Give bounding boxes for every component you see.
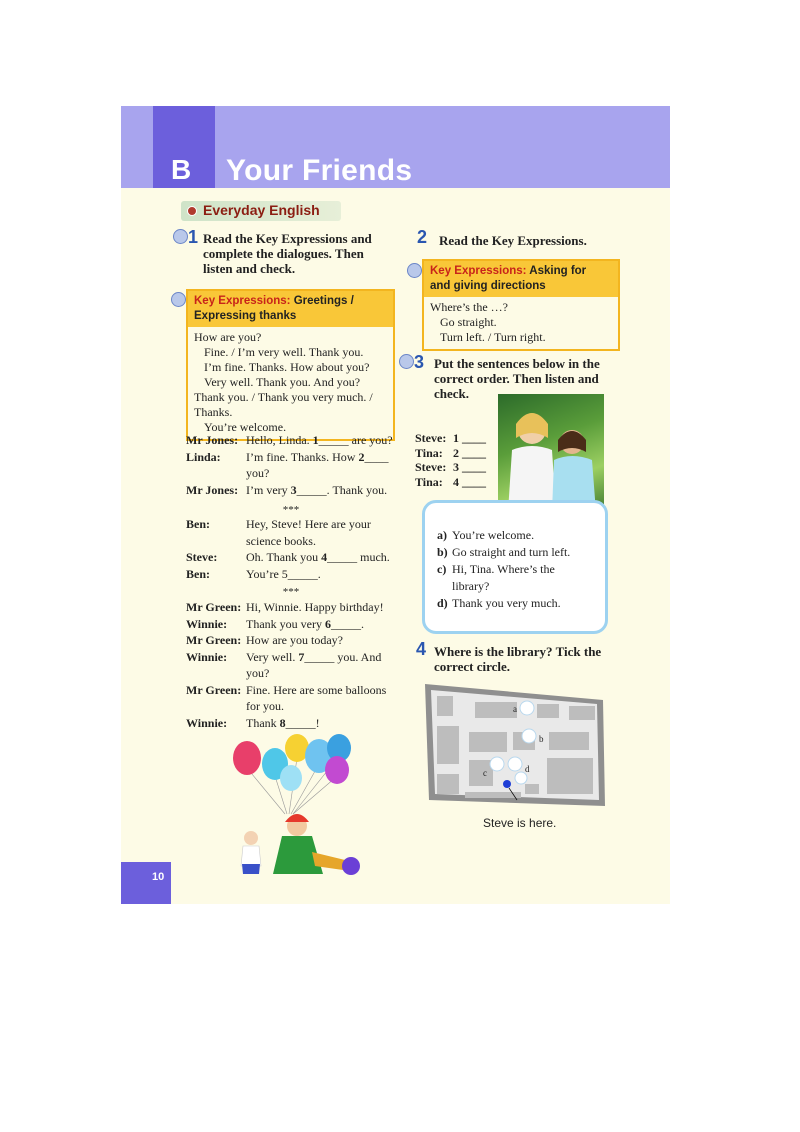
ex4-number: 4	[416, 639, 427, 659]
order-speaker: Tina:	[415, 445, 443, 460]
key-expression-line: Thank you. / Thank you very much. /	[194, 390, 373, 404]
key-box-heading	[424, 261, 618, 297]
dialogue-row	[186, 449, 396, 466]
blank-number: 2	[358, 449, 365, 464]
key-expression-line: I’m fine. Thanks. How about you?	[204, 360, 370, 374]
dialogue-line	[246, 449, 396, 466]
dialogue-text: How are you today?	[246, 633, 343, 647]
option-letter: b)	[437, 545, 448, 559]
bullet-icon	[187, 206, 197, 216]
steve-position-marker	[503, 780, 511, 788]
key-expression-line: Fine. / I’m very well. Thank you.	[204, 345, 364, 359]
key-expression-line: Very well. Thank you. And you?	[204, 375, 361, 389]
speaker-name: Mr Green:	[186, 600, 242, 614]
speaker-name: Linda:	[186, 449, 221, 464]
sentence-options-box	[422, 500, 608, 634]
key-box-heading-rest: Greetings /	[290, 295, 354, 307]
order-row	[415, 475, 486, 490]
ex1-instruction-line: complete the dialogues. Then	[203, 246, 364, 261]
option-item	[437, 527, 570, 544]
unit-letter: B	[171, 154, 192, 185]
order-speaker: Steve:	[415, 460, 447, 474]
speaker-name: Winnie:	[186, 715, 228, 730]
ex2-number: 2	[417, 227, 428, 247]
dialogue-text: _____. Thank you.	[296, 482, 388, 497]
audio-cd-icon	[407, 263, 422, 278]
speaker-name	[186, 465, 246, 482]
dialogue-row	[186, 715, 396, 732]
key-box-body	[424, 297, 618, 349]
speaker-name	[186, 665, 246, 682]
ex1-instruction	[203, 231, 372, 276]
dialogue-line	[246, 649, 396, 666]
ex4-instruction-line: Where is the library? Tick the	[434, 644, 602, 659]
dialogue-text: I’m very	[246, 482, 291, 497]
ex3-instruction-line: Put the sentences below in the	[434, 356, 600, 371]
dialogue-text: Very well.	[246, 649, 299, 664]
textbook-page	[121, 106, 670, 904]
option-item	[437, 561, 570, 595]
dialogue-1	[186, 432, 396, 498]
dialogue-text: you?	[246, 466, 270, 480]
dialogue-text: science books.	[246, 533, 316, 548]
key-box-heading	[188, 291, 393, 327]
blank-number: 7	[298, 649, 305, 664]
ex4-instruction-line: correct circle.	[434, 659, 511, 674]
dialogue-row	[186, 682, 396, 699]
sentence-options	[437, 527, 570, 612]
dialogue-row	[186, 533, 396, 550]
dialogue-text: _____.	[330, 616, 364, 631]
speaker-name: Mr Jones:	[186, 433, 239, 447]
ex2-instruction: Read the Key Expressions.	[439, 233, 587, 248]
dialogue-text: Hi, Winnie. Happy birthday!	[246, 600, 384, 614]
dialogue-text: Oh. Thank you	[246, 550, 322, 564]
option-letter: c)	[437, 562, 447, 576]
dialogue-text: Thank	[246, 715, 280, 730]
ex1-number: 1	[188, 227, 199, 247]
ex3-instruction-line: correct order. Then listen and	[434, 371, 599, 386]
dialogue-line	[246, 533, 396, 550]
dialogue-text: _____ you. And	[304, 649, 382, 664]
dialogue-row	[186, 516, 396, 533]
key-expression-line: You’re welcome.	[204, 420, 287, 434]
dialogue-text: for you.	[246, 699, 284, 713]
ex1-instruction-line: listen and check.	[203, 261, 296, 276]
dialogue-row	[186, 649, 396, 666]
option-letter: a)	[437, 528, 447, 542]
dialogue-text: ____	[364, 449, 389, 464]
dialogue-line	[246, 682, 396, 699]
dialogue-text: you?	[246, 666, 270, 680]
blank-number: 6	[324, 616, 331, 631]
order-speaker: Steve:	[415, 431, 447, 445]
ex2-header	[417, 227, 428, 247]
ex4-header	[416, 639, 427, 659]
map-caption: Steve is here.	[483, 816, 557, 830]
order-number: 2 ____	[453, 445, 486, 460]
ex3-number: 3	[414, 352, 425, 372]
option-item	[437, 544, 570, 561]
order-row	[415, 460, 486, 475]
speaker-name: Ben:	[186, 566, 210, 581]
option-line: library?	[452, 579, 490, 593]
dialogue-text: _____ much.	[327, 550, 390, 564]
ex3-header	[399, 354, 424, 371]
ex3-instruction-line: check.	[434, 386, 470, 401]
blank-number: 8	[279, 715, 286, 730]
unit-title: Your Friends	[226, 154, 413, 187]
dialogue-line	[246, 516, 396, 533]
dialogue-separator: ***	[282, 586, 300, 598]
map-label-c: c	[483, 768, 487, 778]
order-row	[415, 431, 486, 446]
map-label-d: d	[525, 764, 530, 774]
section-label	[181, 201, 341, 221]
key-expressions-greetings	[186, 289, 395, 441]
option-item	[437, 595, 570, 612]
key-box-heading-red: Key Expressions:	[194, 295, 291, 307]
blank-number: 3	[290, 482, 297, 497]
dialogue-row	[186, 698, 396, 715]
speaker-name: Mr Green:	[186, 682, 242, 697]
map-label-b: b	[539, 734, 544, 744]
audio-cd-icon	[171, 292, 186, 307]
key-box-heading-line2: and giving directions	[430, 280, 546, 292]
dialogue-line	[246, 482, 396, 499]
speaker-name: Ben:	[186, 517, 210, 531]
clown-balloons-illustration	[227, 734, 367, 882]
dialogue-row	[186, 616, 396, 633]
ex1-instruction-line: Read the Key Expressions and	[203, 231, 372, 246]
option-text	[452, 595, 561, 612]
audio-cd-icon	[399, 354, 414, 369]
dialogue-text: Thank you very	[246, 616, 325, 631]
dialogue-line	[246, 665, 396, 682]
page-number-tab	[121, 862, 171, 904]
order-number: 4 ____	[453, 474, 486, 489]
dialogue-row	[186, 665, 396, 682]
dialogue-line	[246, 566, 396, 583]
speaker-name: Mr Green:	[186, 633, 242, 647]
section-label-text: Everyday English	[203, 202, 320, 218]
dialogue-row	[186, 432, 396, 449]
dialogue-line	[246, 549, 396, 566]
dialogue-text: _____ are you?	[318, 433, 393, 447]
audio-cd-icon	[173, 229, 188, 244]
dialogue-line	[246, 599, 396, 616]
key-box-heading-red: Key Expressions:	[430, 265, 527, 277]
order-number: 1 ____	[453, 431, 486, 445]
map-label-a: a	[513, 704, 517, 714]
dialogue-text: Hello, Linda.	[246, 433, 313, 447]
blank-number: 1	[312, 433, 319, 447]
order-speaker: Tina:	[415, 474, 443, 489]
key-expression-line: Where’s the …?	[430, 300, 508, 314]
dialogue-text: You’re 5_____.	[246, 566, 321, 581]
option-line: You’re welcome.	[452, 528, 535, 542]
order-answer-list	[415, 431, 486, 489]
order-row	[415, 446, 486, 461]
option-text	[452, 561, 555, 595]
speaker-name	[186, 698, 246, 715]
dialogue-text: _____!	[285, 715, 320, 730]
speaker-name: Mr Jones:	[186, 482, 239, 497]
dialogue-3	[186, 599, 396, 731]
dialogue-row	[186, 566, 396, 583]
dialogue-line	[246, 698, 396, 715]
dialogue-line	[246, 465, 396, 482]
town-map	[425, 684, 605, 806]
dialogue-line	[246, 632, 396, 649]
option-letter: d)	[437, 596, 448, 610]
dialogue-row	[186, 465, 396, 482]
option-line: Hi, Tina. Where’s the	[452, 562, 555, 576]
key-expression-line: How are you?	[194, 330, 262, 344]
key-box-body	[188, 327, 393, 439]
two-girls-photo	[498, 394, 604, 512]
key-expression-line: Go straight.	[440, 315, 497, 329]
dialogue-text: Fine. Here are some balloons	[246, 682, 387, 697]
option-line: Go straight and turn left.	[452, 545, 571, 559]
key-expression-line: Turn left. / Turn right.	[440, 330, 546, 344]
dialogue-text: I’m fine. Thanks. How	[246, 449, 359, 464]
ex4-instruction	[434, 644, 601, 674]
option-line: Thank you very much.	[452, 596, 561, 610]
key-box-heading-rest: Asking for	[526, 265, 587, 277]
speaker-name	[186, 533, 246, 550]
girls-illustration	[498, 394, 604, 512]
dialogue-row	[186, 482, 396, 499]
speaker-name: Winnie:	[186, 649, 228, 664]
dialogue-line	[246, 616, 396, 633]
order-number: 3 ____	[453, 460, 486, 474]
option-text	[452, 527, 534, 544]
ex1-header	[173, 229, 198, 246]
dialogue-row	[186, 632, 396, 649]
key-box-heading-line2: Expressing thanks	[194, 310, 297, 322]
dialogue-line	[246, 432, 396, 449]
speaker-name: Steve:	[186, 550, 218, 564]
dialogue-text: Hey, Steve! Here are your	[246, 517, 371, 531]
unit-banner	[121, 106, 670, 188]
speaker-name: Winnie:	[186, 616, 228, 631]
page-number: 10	[152, 871, 165, 883]
dialogue-row	[186, 549, 396, 566]
dialogue-separator: ***	[282, 504, 300, 516]
key-expressions-directions	[422, 259, 620, 351]
dialogue-line	[246, 715, 396, 732]
dialogue-2	[186, 516, 396, 582]
blank-number: 4	[321, 550, 328, 564]
key-expression-line: Thanks.	[194, 405, 233, 419]
dialogue-row	[186, 599, 396, 616]
option-text	[452, 544, 570, 561]
